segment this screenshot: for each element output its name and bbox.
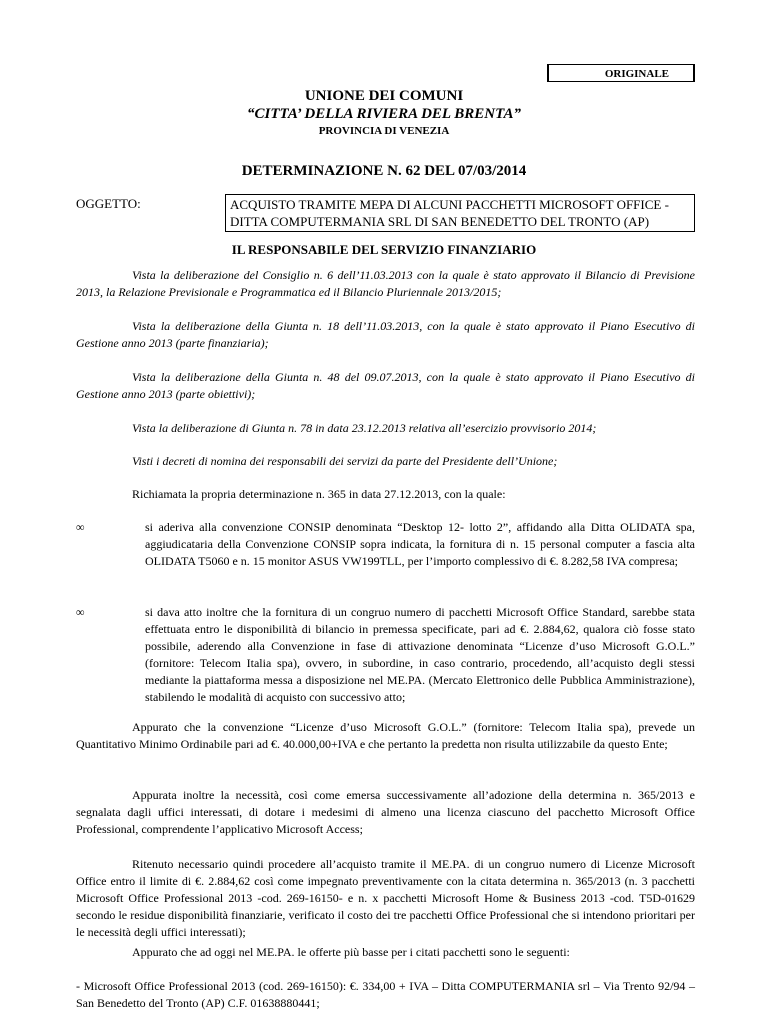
paragraph-1: Vista la deliberazione del Consiglio n. 6 dell’11.03.2013 con la quale è stato approvato il Bilancio di Previsione 2013, la Relazione Previsionale e Programmatica ed il Bilancio Pluriennale 2013/2015; bbox=[76, 268, 695, 299]
paragraph-4: Vista la deliberazione di Giunta n. 78 in data 23.12.2013 relativa all’esercizio provvisorio 2014; bbox=[132, 421, 597, 435]
subject-label: OGGETTO: bbox=[76, 196, 141, 211]
determination-title: DETERMINAZIONE N. 62 DEL 07/03/2014 bbox=[241, 163, 527, 179]
paragraph-9: Ritenuto necessario quindi procedere all’acquisto tramite il ME.PA. di un congruo numero di Licenze Microsoft Office entro il limite di €. 2.884,62 così come impegnato preventivamente con la citata determina n. 365/2013 (n. 3 pacchetti Microsoft Office Professional 2013 -cod. 269-16150- e n. x pacchetti Microsoft Home & Business 2013 -cod. T5D-01629 secondo le residue disponibilità finanziarie, verificato il costo dei tre pacchetti Office Professional che si intendono prioritari per le necessità degli uffici interessati); bbox=[76, 857, 695, 939]
paragraph-8: Appurata inoltre la necessità, così come emersa successivamente all’adozione della determina n. 365/2013 e segnalata dagli uffici interessati, di dotare i medesimi di almeno una licenza ciascuno del pacchetto Microsoft Office Professional, comprendente l’applicativo Microsoft Access; bbox=[76, 788, 695, 836]
bullet-item-2: si dava atto inoltre che la fornitura di un congruo numero di pacchetti Microsoft Office Standard, sarebbe stata effettuata entro le disponibilità di bilancio in premessa specificate, pari ad €. 2.884,62, qualora ciò fosse stato possibile, aderendo alla Convenzione in fase di attivazione denominata “Licenze d’uso Microsoft G.O.L.” (fornitore: Telecom Italia spa), ovvero, in subordine, in caso contrario, procedendo, all’acquisto degli stessi mediante la piattaforma messa a disposizione nel ME.PA. (Mercato Elettronico delle Pubblica Amministrazione), stabilendo le modalità di acquisto con successivo atto; bbox=[145, 605, 695, 704]
paragraph-2: Vista la deliberazione della Giunta n. 18 dell’11.03.2013, con la quale è stato approvato il Piano Esecutivo di Gestione anno 2013 (parte finanziaria); bbox=[76, 319, 695, 350]
header-province: PROVINCIA DI VENEZIA bbox=[318, 125, 450, 137]
bullet-symbol: ∞ bbox=[76, 520, 85, 534]
original-badge: ORIGINALE bbox=[547, 64, 695, 82]
paragraph-6: Richiamata la propria determinazione n. 365 in data 27.12.2013, con la quale: bbox=[132, 487, 506, 501]
paragraph-11: - Microsoft Office Professional 2013 (cod. 269-16150): €. 334,00 + IVA – Ditta COMPUTERMANIA srl – Via Trento 92/94 – San Benedetto del Tronto (AP) C.F. 01638880441; bbox=[76, 979, 695, 1010]
paragraph-3: Vista la deliberazione della Giunta n. 48 del 09.07.2013, con la quale è stato approvato il Piano Esecutivo di Gestione anno 2013 (parte obiettivi); bbox=[76, 370, 695, 401]
paragraph-5: Visti i decreti di nomina dei responsabili dei servizi da parte del Presidente dell’Unione; bbox=[132, 454, 558, 468]
subject-box: ACQUISTO TRAMITE MEPA DI ALCUNI PACCHETTI MICROSOFT OFFICE - DITTA COMPUTERMANIA SRL DI SAN BENEDETTO DEL TRONTO (AP) bbox=[225, 194, 695, 232]
paragraph-7: Appurato che la convenzione “Licenze d’uso Microsoft G.O.L.” (fornitore: Telecom Italia spa), prevede un Quantitativo Minimo Ordinabile pari ad €. 40.000,00+IVA e che pertanto la predetta non risulta utilizzabile da questo Ente; bbox=[76, 720, 695, 751]
bullet-item-1: si aderiva alla convenzione CONSIP denominata “Desktop 12- lotto 2”, affidando alla Ditta OLIDATA spa, aggiudicataria della Convenzione CONSIP sopra indicata, la fornitura di n. 15 personal computer a fascia alta OLIDATA T5060 e n. 15 monitor ASUS VW199TLL, per l’importo complessivo di €. 8.282,58 IVA compresa; bbox=[145, 520, 695, 568]
header-city: “CITTA’ DELLA RIVIERA DEL BRENTA” bbox=[247, 106, 521, 122]
bullet-symbol: ∞ bbox=[76, 605, 85, 619]
responsible-heading: IL RESPONSABILE DEL SERVIZIO FINANZIARIO bbox=[231, 242, 537, 257]
header-union: UNIONE DEI COMUNI bbox=[304, 88, 464, 104]
paragraph-10: Appurato che ad oggi nel ME.PA. le offerte più basse per i citati pacchetti sono le seguenti: bbox=[132, 945, 570, 959]
